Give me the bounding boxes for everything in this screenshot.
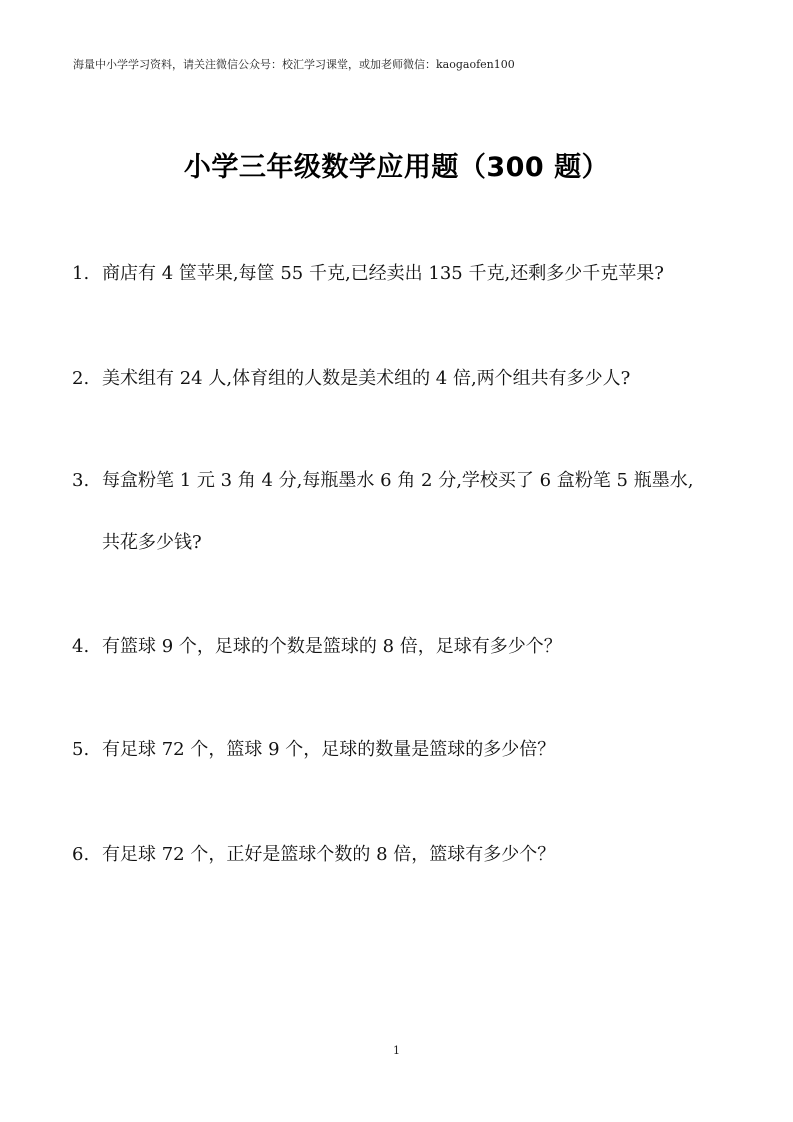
question-item (72, 634, 732, 660)
question-number: 2. (72, 368, 90, 389)
question-text: 有足球 72 个，正好是篮球个数的 8 倍，篮球有多少个？ (102, 844, 556, 865)
question-number: 1. (72, 263, 90, 284)
question-number: 5. (72, 739, 90, 760)
question-text-continuation: 共花多少钱? (102, 532, 202, 553)
question-item (72, 468, 732, 556)
page-number: 1 (393, 1044, 400, 1057)
question-item (72, 261, 732, 287)
question-text: 商店有 4 筐苹果,每筐 55 千克,已经卖出 135 千克,还剩多少千克苹果? (102, 263, 664, 284)
header-note: 海量中小学学习资料，请关注微信公众号：校汇学习课堂，或加老师微信：kaogaofen100 (73, 58, 515, 71)
question-number: 6. (72, 844, 90, 865)
question-text: 有足球 72 个，篮球 9 个，足球的数量是篮球的多少倍？ (102, 739, 556, 760)
question-text: 美术组有 24 人,体育组的人数是美术组的 4 倍,两个组共有多少人? (102, 368, 631, 389)
page-title: 小学三年级数学应用题（300 题） (183, 152, 610, 183)
question-text: 有篮球 9 个，足球的个数是篮球的 8 倍，足球有多少个？ (102, 636, 562, 657)
question-number: 4. (72, 636, 90, 657)
question-item (72, 842, 732, 868)
question-text: 每盒粉笔 1 元 3 角 4 分,每瓶墨水 6 角 2 分,学校买了 6 盒粉笔 5 瓶墨水, (102, 470, 694, 491)
question-item (72, 366, 732, 392)
question-number: 3. (72, 470, 90, 491)
question-item (72, 737, 732, 763)
